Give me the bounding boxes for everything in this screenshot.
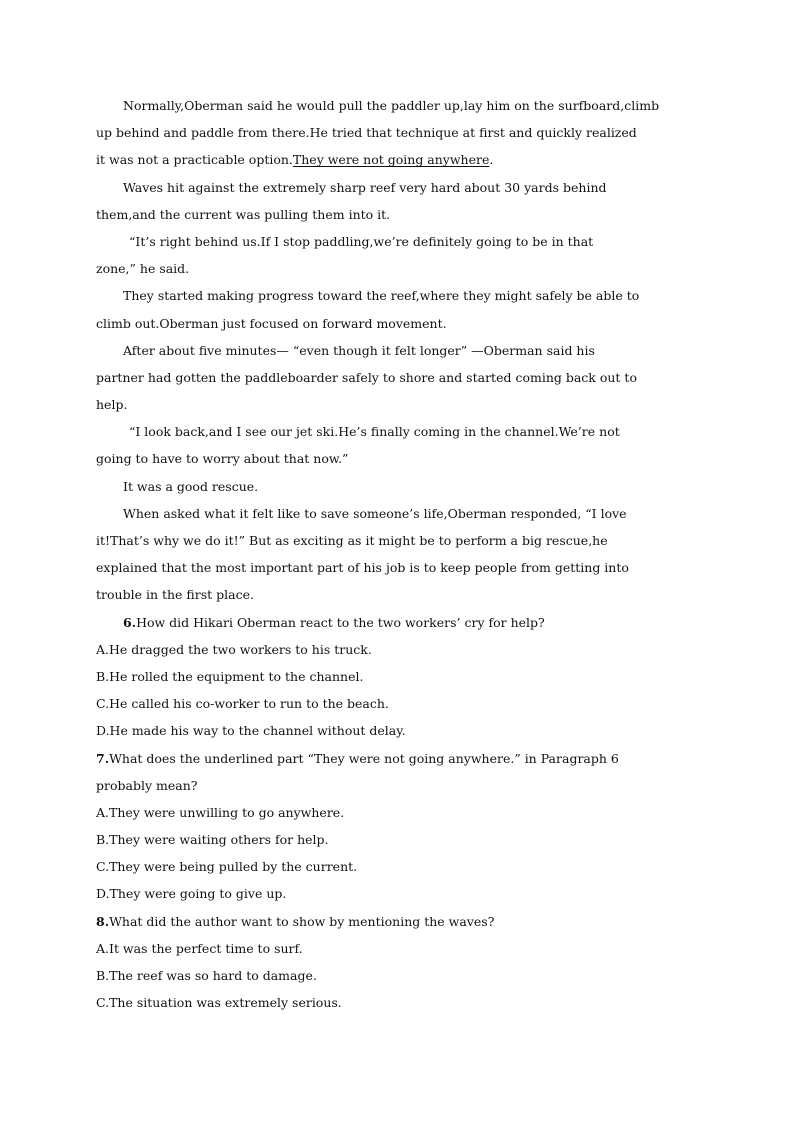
- answer-option-a: A.They were unwilling to go anywhere.: [96, 804, 345, 820]
- paragraph-3: [96, 228, 696, 282]
- answer-option-d: D.They were going to give up.: [96, 886, 287, 902]
- underlined-phrase: They were not going anywhere: [292, 152, 490, 168]
- text-line: It was a good rescue.: [123, 478, 259, 494]
- text-line: “I look back,and I see our jet ski.He’s finally coming in the channel.We’re not: [129, 424, 620, 440]
- question-text: What does the underlined part “They were not going anywhere.” in Paragraph 6: [109, 750, 619, 766]
- text-line: [96, 146, 696, 173]
- answer-option-a: A.He dragged the two workers to his truck.: [96, 641, 372, 657]
- text-line: climb out.Oberman just focused on forward movement.: [96, 315, 447, 331]
- paragraph-8: [96, 500, 696, 609]
- text-span: it was not a practicable option.: [96, 152, 293, 168]
- text-line: Normally,Oberman said he would pull the paddler up,lay him on the surfboard,climb: [123, 98, 660, 113]
- text-line: zone,” he said.: [96, 261, 190, 277]
- question-text: How did Hikari Oberman react to the two workers’ cry for help?: [136, 614, 545, 630]
- text-line: help.: [96, 397, 128, 413]
- question-stem-continued: probably mean?: [96, 777, 198, 793]
- question-8: [96, 908, 696, 1017]
- paragraph-6: [96, 418, 696, 472]
- question-7: [96, 745, 696, 908]
- answer-option-b: B.The reef was so hard to damage.: [96, 968, 317, 983]
- paragraph-1: [96, 92, 696, 174]
- paragraph-7: [96, 473, 696, 500]
- paragraph-2: [96, 174, 696, 228]
- question-number: 6.: [123, 614, 137, 630]
- text-span: .: [489, 152, 494, 168]
- question-stem: [96, 609, 696, 636]
- text-line: “It’s right behind us.If I stop paddling,we’re definitely going to be in that: [129, 233, 594, 249]
- answer-option-c: C.He called his co-worker to run to the beach.: [96, 696, 389, 712]
- paragraph-4: [96, 282, 696, 336]
- answer-option-b: B.They were waiting others for help.: [96, 832, 329, 848]
- question-stem: [96, 745, 696, 772]
- text-line: partner had gotten the paddleboarder safely to shore and started coming back out to: [96, 369, 637, 385]
- answer-option-b: B.He rolled the equipment to the channel.: [96, 668, 364, 684]
- question-number: 8.: [96, 913, 110, 929]
- text-line: After about five minutes— “even though it felt longer” —Oberman said his: [123, 342, 595, 358]
- text-line: Waves hit against the extremely sharp reef very hard about 30 yards behind: [123, 179, 607, 195]
- text-line: They started making progress toward the reef,where they might safely be able to: [123, 288, 640, 304]
- question-stem: [96, 908, 696, 935]
- reading-passage: [96, 92, 696, 1016]
- question-6: [96, 609, 696, 745]
- answer-option-d: D.He made his way to the channel without delay.: [96, 723, 406, 739]
- text-line: explained that the most important part of his job is to keep people from getting into: [96, 560, 629, 576]
- text-line: it!That’s why we do it!” But as exciting as it might be to perform a big rescue,he: [96, 533, 608, 548]
- text-line: When asked what it felt like to save someone’s life,Oberman responded, “I love: [123, 505, 627, 521]
- answer-option-a: A.It was the perfect time to surf.: [96, 940, 303, 956]
- question-text: What did the author want to show by mentioning the waves?: [109, 913, 495, 929]
- answer-option-c: C.They were being pulled by the current.: [96, 859, 358, 875]
- text-line: going to have to worry about that now.”: [96, 451, 349, 467]
- question-number: 7.: [96, 750, 110, 766]
- text-line: trouble in the first place.: [96, 587, 254, 603]
- paragraph-5: [96, 337, 696, 419]
- answer-option-c: C.The situation was extremely serious.: [96, 995, 342, 1011]
- text-line: them,and the current was pulling them into it.: [96, 206, 391, 222]
- text-line: up behind and paddle from there.He tried that technique at first and quickly realized: [96, 125, 637, 141]
